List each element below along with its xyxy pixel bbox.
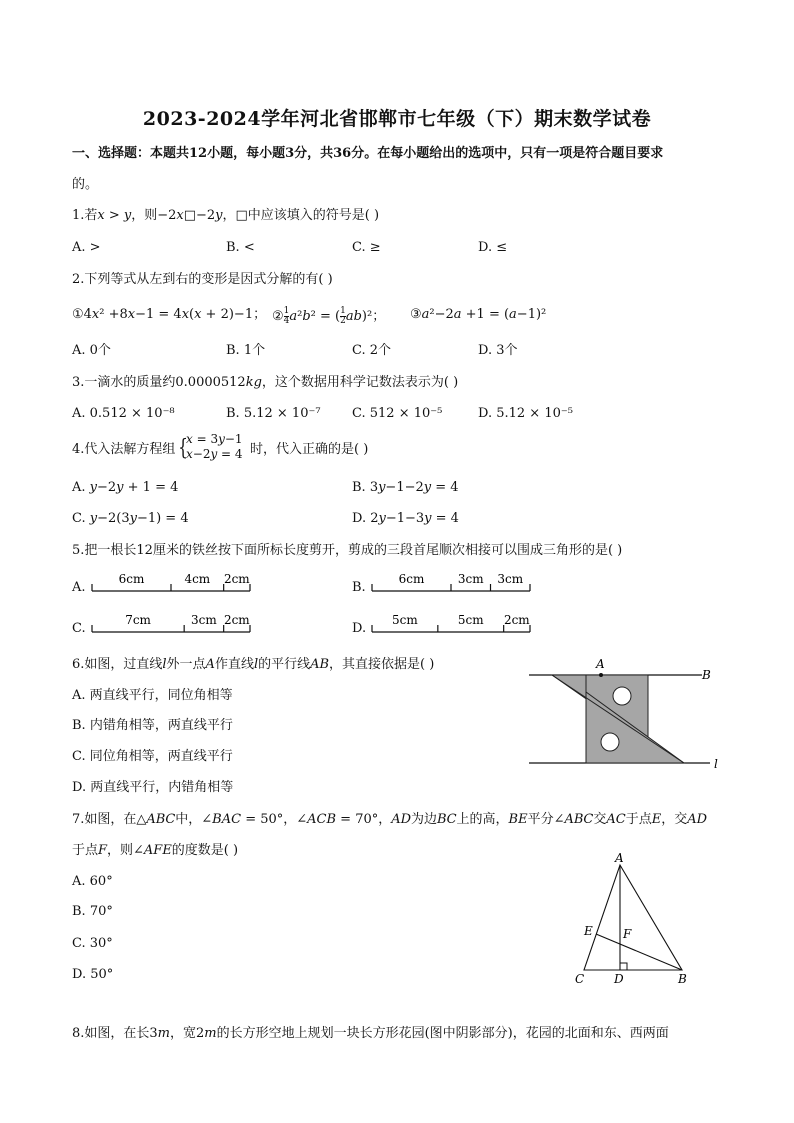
ruler-segment-label: 4cm bbox=[184, 572, 211, 586]
q6-option-c[interactable]: C. 同位角相等，两直线平行 bbox=[72, 749, 233, 764]
ruler-segment-label: 6cm bbox=[118, 572, 145, 586]
q6-option-d[interactable]: D. 两直线平行，内错角相等 bbox=[72, 780, 234, 795]
ruler-segment-label: 2cm bbox=[503, 613, 530, 627]
q3-option-a[interactable]: A. 0.512 × 10⁻⁸ bbox=[72, 406, 175, 421]
q2-stem: 2.下列等式从左到右的变形是因式分解的有( ) bbox=[72, 272, 333, 287]
q7-label-a: A bbox=[615, 851, 624, 865]
ruler-segment-label: 5cm bbox=[457, 613, 484, 627]
q7-figure bbox=[570, 850, 700, 990]
q2-expr-2: $②\frac{1}{4}$ 𝑎²𝑏² = ($\frac{1}{2}$ 𝑎𝑏)²； bbox=[272, 306, 386, 326]
q2-option-a[interactable]: A. 0个 bbox=[72, 343, 111, 358]
ruler-segment-label: 2cm bbox=[223, 613, 250, 627]
q1-stem: 1.若𝑥 > 𝑦，则−2𝑥□−2𝑦，□中应该填入的符号是( ) bbox=[72, 208, 380, 223]
q1-option-a[interactable]: A. > bbox=[72, 240, 101, 255]
q6-figure bbox=[524, 652, 734, 772]
ruler-segment-label: 5cm bbox=[392, 613, 418, 627]
q2-option-b[interactable]: B. 1个 bbox=[226, 343, 266, 358]
q5-option-a-label[interactable]: A. bbox=[72, 580, 86, 595]
q7-label-f: F bbox=[623, 927, 632, 941]
ruler-segment-label: 3cm bbox=[497, 572, 524, 586]
q3-option-b[interactable]: B. 5.12 × 10⁻⁷ bbox=[226, 406, 321, 421]
q2-option-c[interactable]: C. 2个 bbox=[352, 343, 392, 358]
q6-stem: 6.如图，过直线𝑙外一点𝐴作直线𝑙的平行线𝐴𝐵，其直接依据是( ) bbox=[72, 657, 435, 672]
q4-stem-prefix: 4.代入法解方程组 bbox=[72, 442, 176, 457]
brace-icon: { bbox=[178, 436, 188, 461]
q5-option-b-ruler bbox=[370, 571, 534, 597]
ruler-segment-label: 7cm bbox=[125, 613, 151, 627]
q5-stem: 5.把一根长12厘米的铁丝按下面所标长度剪开，剪成的三段首尾顺次相接可以围成三角形的是( ) bbox=[72, 543, 623, 558]
q7-option-d[interactable]: D. 50° bbox=[72, 967, 114, 982]
q1-option-b[interactable]: B. < bbox=[226, 240, 255, 255]
q6-label-l: l bbox=[714, 757, 718, 771]
q6-label-b: B bbox=[702, 668, 711, 682]
q5-option-c-label[interactable]: C. bbox=[72, 621, 86, 636]
q7-label-c: C bbox=[575, 972, 585, 986]
q3-option-c[interactable]: C. 512 × 10⁻⁵ bbox=[352, 406, 443, 421]
q1-option-c[interactable]: C. ≥ bbox=[352, 240, 381, 255]
q6-option-b[interactable]: B. 内错角相等，两直线平行 bbox=[72, 718, 233, 733]
q7-label-d: D bbox=[614, 972, 624, 986]
section-heading-cont: 的。 bbox=[72, 177, 99, 192]
q6-option-a[interactable]: A. 两直线平行，同位角相等 bbox=[72, 688, 233, 703]
q7-option-b[interactable]: B. 70° bbox=[72, 904, 113, 919]
q2-option-d[interactable]: D. 3个 bbox=[478, 343, 518, 358]
q8-stem: 8.如图，在长3𝑚，宽2𝑚的长方形空地上规划一块长方形花园(图中阴影部分)，花园的北面和东、西两面 bbox=[72, 1026, 669, 1041]
q4-eq-1: 𝑥 = 3𝑦−1 bbox=[186, 432, 243, 446]
ruler-segment-label: 6cm bbox=[398, 572, 425, 586]
q4-stem-suffix: 时，代入正确的是( ) bbox=[250, 442, 369, 457]
q4-eq-2: 𝑥−2𝑦 = 4 bbox=[186, 447, 243, 461]
q7-stem-line2: 于点𝐹，则∠𝐴𝐹𝐸的度数是( ) bbox=[72, 843, 239, 858]
q4-option-a[interactable]: A. 𝑦−2𝑦 + 1 = 4 bbox=[72, 480, 179, 495]
q7-option-a[interactable]: A. 60° bbox=[72, 874, 113, 889]
q1-option-d[interactable]: D. ≤ bbox=[478, 240, 508, 255]
ruler-segment-label: 3cm bbox=[191, 613, 217, 627]
page-title: 2023-2024学年河北省邯郸市七年级（下）期末数学试卷 bbox=[142, 108, 652, 130]
q4-option-c[interactable]: C. 𝑦−2(3𝑦−1) = 4 bbox=[72, 511, 189, 526]
q3-stem: 3.一滴水的质量约0.0000512𝑘𝑔，这个数据用科学记数法表示为( ) bbox=[72, 375, 459, 390]
q5-option-c-ruler bbox=[90, 612, 254, 638]
q5-option-d-label[interactable]: D. bbox=[352, 621, 367, 636]
q4-option-b[interactable]: B. 3𝑦−1−2𝑦 = 4 bbox=[352, 480, 459, 495]
q3-option-d[interactable]: D. 5.12 × 10⁻⁵ bbox=[478, 406, 573, 421]
q6-label-a: A bbox=[596, 657, 605, 671]
q5-option-d-ruler bbox=[370, 612, 534, 638]
q7-stem-line1: 7.如图，在△𝐴𝐵𝐶中，∠𝐵𝐴𝐶 = 50°，∠𝐴𝐶𝐵 = 70°，𝐴𝐷为边𝐵𝐶上的高，𝐵𝐸平分∠𝐴𝐵𝐶交𝐴𝐶于点𝐸，交𝐴𝐷 bbox=[72, 812, 708, 827]
q2-expr-3: ③𝑎²−2𝑎 +1 = (𝑎−1)² bbox=[410, 307, 547, 322]
section-heading: 一、选择题：本题共12小题，每小题3分，共36分。在每小题给出的选项中，只有一项是符合题目要求 bbox=[72, 146, 664, 161]
ruler-segment-label: 2cm bbox=[223, 572, 250, 586]
q5-option-b-label[interactable]: B. bbox=[352, 580, 366, 595]
q7-option-c[interactable]: C. 30° bbox=[72, 936, 113, 951]
q7-label-e: E bbox=[584, 924, 593, 938]
q5-option-a-ruler bbox=[90, 571, 254, 597]
q7-label-b: B bbox=[678, 972, 687, 986]
q4-option-d[interactable]: D. 2𝑦−1−3𝑦 = 4 bbox=[352, 511, 459, 526]
ruler-segment-label: 3cm bbox=[457, 572, 484, 586]
q2-expr-1: ①4𝑥² +8𝑥−1 = 4𝑥(𝑥 + 2)−1； bbox=[72, 307, 267, 322]
